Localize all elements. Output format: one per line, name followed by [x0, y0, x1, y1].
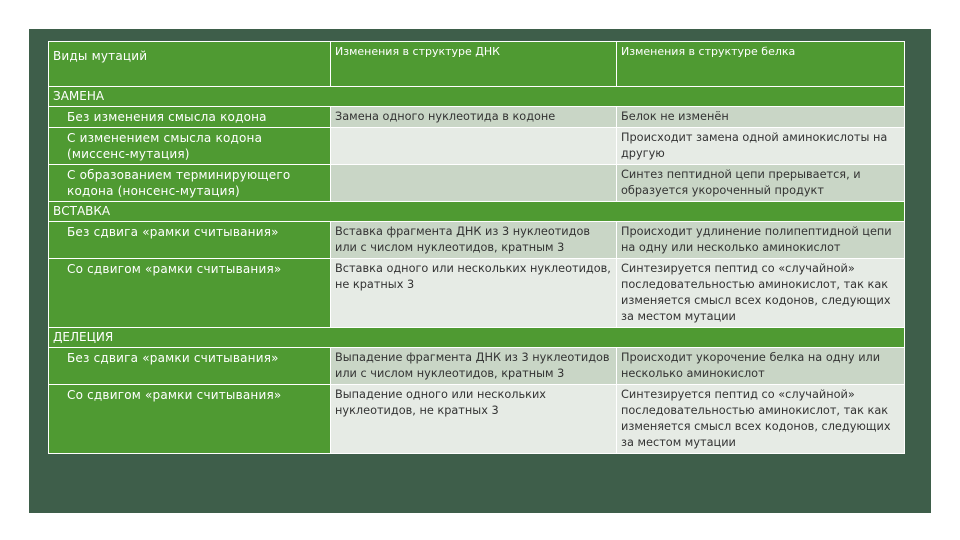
dna-change-cell: Вставка фрагмента ДНК из 3 нуклеотидов или с числом нуклеотидов, кратным 3	[331, 222, 617, 259]
dna-change-cell: Выпадение фрагмента ДНК из 3 нуклеотидов или с числом нуклеотидов, кратным 3	[331, 348, 617, 385]
table-row	[49, 259, 905, 328]
section-title: ДЕЛЕЦИЯ	[49, 328, 905, 348]
table-row	[49, 348, 905, 385]
dna-change-cell: Выпадение одного или нескольких нуклеотидов, не кратных 3	[331, 385, 617, 454]
table-header-row	[49, 42, 905, 87]
table-row	[49, 107, 905, 128]
protein-change-cell: Происходит укорочение белка на одну или несколько аминокислот	[617, 348, 905, 385]
protein-change-cell: Синтез пептидной цепи прерывается, и образуется укороченный продукт	[617, 165, 905, 202]
protein-change-cell: Синтезируется пептид со «случайной» последовательностью аминокислот, так как изменяется смысл всех кодонов, следующих за местом мутации	[617, 259, 905, 328]
dna-change-cell	[331, 128, 617, 165]
section-row-substitution	[49, 87, 905, 107]
mutation-type-cell: Без сдвига «рамки считывания»	[49, 222, 331, 259]
protein-change-cell: Происходит замена одной аминокислоты на другую	[617, 128, 905, 165]
header-protein-changes: Изменения в структуре белка	[617, 42, 905, 87]
table-row	[49, 165, 905, 202]
header-mutation-types: Виды мутаций	[49, 42, 331, 87]
table-row	[49, 128, 905, 165]
protein-change-cell: Синтезируется пептид со «случайной» последовательностью аминокислот, так как изменяется смысл всех кодонов, следующих за местом мутации	[617, 385, 905, 454]
protein-change-cell: Происходит удлинение полипептидной цепи на одну или несколько аминокислот	[617, 222, 905, 259]
mutation-type-cell: С образованием терминирующего кодона (нонсенс-мутация)	[49, 165, 331, 202]
dna-change-cell	[331, 165, 617, 202]
section-row-deletion	[49, 328, 905, 348]
mutation-type-cell: Со сдвигом «рамки считывания»	[49, 259, 331, 328]
dna-change-cell: Вставка одного или нескольких нуклеотидов, не кратных 3	[331, 259, 617, 328]
dna-change-cell: Замена одного нуклеотида в кодоне	[331, 107, 617, 128]
section-title: ВСТАВКА	[49, 202, 905, 222]
section-title: ЗАМЕНА	[49, 87, 905, 107]
table-row	[49, 222, 905, 259]
mutation-type-cell: Без сдвига «рамки считывания»	[49, 348, 331, 385]
mutation-table	[48, 41, 905, 454]
table-row	[49, 385, 905, 454]
protein-change-cell: Белок не изменён	[617, 107, 905, 128]
header-dna-changes: Изменения в структуре ДНК	[331, 42, 617, 87]
mutation-type-cell: С изменением смысла кодона (миссенс-мутация)	[49, 128, 331, 165]
mutation-type-cell: Со сдвигом «рамки считывания»	[49, 385, 331, 454]
section-row-insertion	[49, 202, 905, 222]
mutation-type-cell: Без изменения смысла кодона	[49, 107, 331, 128]
